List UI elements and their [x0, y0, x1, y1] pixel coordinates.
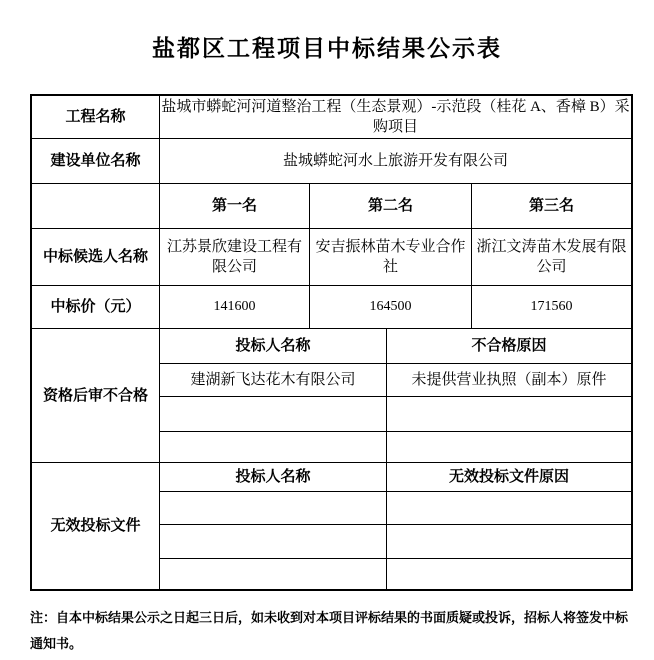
table-row-project — [32, 96, 631, 139]
ranking-header-second: 第二名 — [310, 184, 472, 228]
price-second: 164500 — [310, 286, 472, 328]
table-row-ranking-header — [32, 184, 631, 229]
qualification-bidder-cell — [160, 397, 387, 431]
invalid-data-row — [160, 559, 631, 589]
ranking-header-empty-cell — [32, 184, 160, 228]
candidates-label: 中标候选人名称 — [32, 229, 160, 285]
footnote: 注：自本中标结果公示之日起三日后，如未收到对本项目评标结果的书面质疑或投诉，招标人将签发中标通知书。 — [30, 610, 629, 651]
qualification-reason-header: 不合格原因 — [471, 338, 547, 354]
qualification-data-row — [160, 397, 631, 432]
project-name-label: 工程名称 — [32, 96, 160, 138]
page-title: 盐都区工程项目中标结果公示表 — [152, 35, 502, 61]
invalid-bidder-cell — [160, 492, 387, 524]
ranking-header-third: 第三名 — [528, 198, 574, 214]
qualification-data-row — [160, 432, 631, 462]
price-first: 141600 — [160, 286, 310, 328]
table-row-candidates — [32, 229, 631, 286]
qualification-reason-cell: 未提供营业执照（副本）原件 — [411, 372, 607, 388]
candidate-second: 安吉振林苗木专业合作社 — [310, 229, 472, 285]
invalid-data-row — [160, 492, 631, 525]
qualification-bidder-header: 投标人名称 — [160, 329, 387, 363]
bid-result-table — [30, 94, 633, 591]
qualification-data-row — [160, 364, 631, 397]
ranking-header-first: 第一名 — [160, 184, 310, 228]
invalid-data-row — [160, 525, 631, 559]
qualification-section-label: 资格后审不合格 — [32, 329, 160, 462]
invalid-subtable — [160, 463, 631, 589]
owner-name-label: 建设单位名称 — [32, 139, 160, 183]
invalid-header-row — [160, 463, 631, 492]
invalid-reason-header: 无效投标文件原因 — [448, 469, 569, 485]
section-qualification-review — [32, 329, 631, 463]
section-invalid-bids — [32, 463, 631, 589]
candidate-third: 浙江文涛苗木发展有限公司 — [476, 239, 627, 275]
invalid-reason-cell — [387, 559, 631, 589]
invalid-reason-cell — [387, 525, 631, 558]
project-name-value: 盐城市蟒蛇河河道整治工程（生态景观）-示范段（桂花 A、香樟 B）采购项目 — [161, 99, 630, 135]
table-row-prices — [32, 286, 631, 329]
invalid-section-label: 无效投标文件 — [32, 463, 160, 589]
qualification-bidder-cell — [160, 432, 387, 462]
invalid-reason-cell — [387, 492, 631, 524]
price-third: 171560 — [530, 299, 573, 314]
qualification-bidder-cell: 建湖新飞达花木有限公司 — [160, 364, 387, 396]
table-row-owner — [32, 139, 631, 184]
candidate-first: 江苏景欣建设工程有限公司 — [160, 229, 310, 285]
qualification-reason-cell — [387, 397, 631, 431]
qualification-header-row — [160, 329, 631, 364]
invalid-bidder-header: 投标人名称 — [160, 463, 387, 491]
owner-name-value: 盐城蟒蛇河水上旅游开发有限公司 — [282, 153, 508, 169]
price-label: 中标价（元） — [32, 286, 160, 328]
invalid-bidder-cell — [160, 525, 387, 558]
qualification-subtable — [160, 329, 631, 462]
qualification-reason-cell — [387, 432, 631, 462]
invalid-bidder-cell — [160, 559, 387, 589]
